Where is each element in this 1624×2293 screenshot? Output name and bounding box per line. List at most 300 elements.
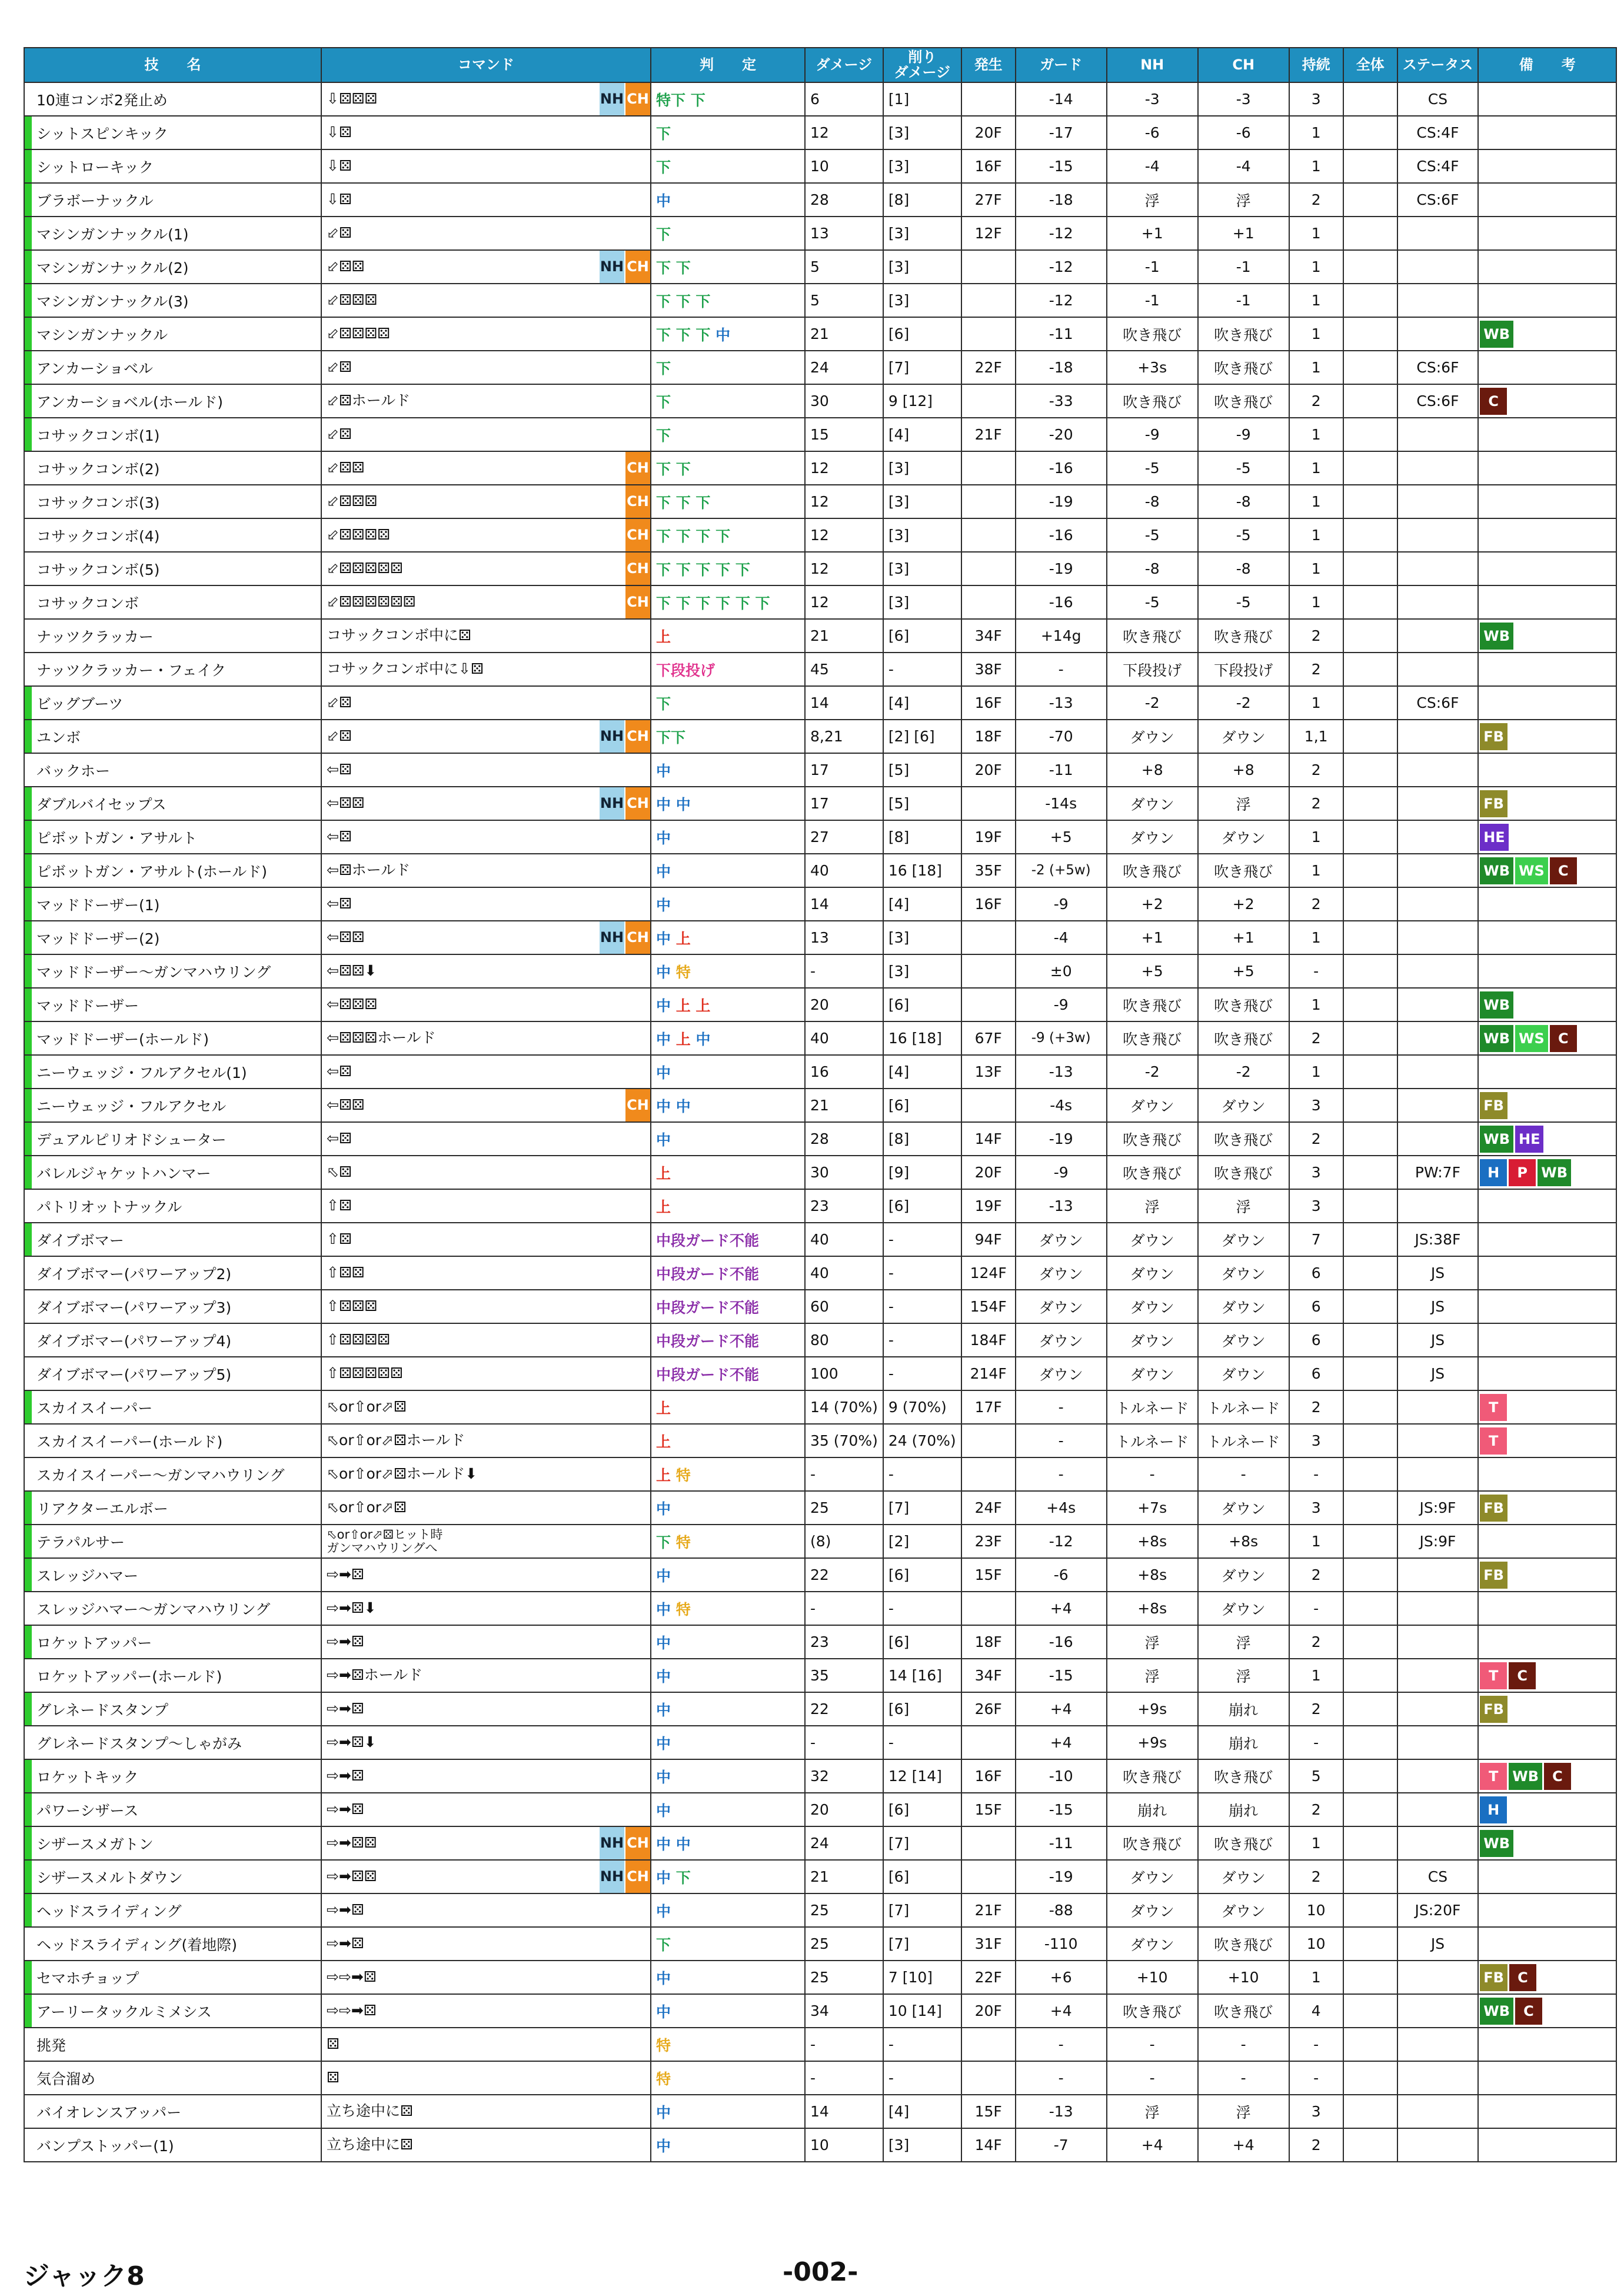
total-frames: [1343, 1625, 1397, 1659]
damage: 13: [805, 217, 883, 250]
active-frames: -: [1289, 2061, 1343, 2095]
startup-frames: 20F: [961, 753, 1016, 787]
normal-hit-advantage: ダウン: [1107, 820, 1198, 854]
move-name: ピボットガン・アサルト: [24, 820, 321, 854]
notes: [1478, 250, 1616, 284]
status: [1397, 1961, 1479, 1994]
move-name: マッドドーザー～ガンマハウリング: [24, 954, 321, 988]
command-text: ⇧⚄⚄: [327, 1265, 365, 1281]
chip-damage: -: [883, 653, 961, 686]
normal-hit-advantage: 吹き飛び: [1107, 619, 1198, 653]
command-text: ⬃⚄: [327, 728, 352, 744]
active-frames: 1: [1289, 317, 1343, 351]
total-frames: [1343, 1491, 1397, 1525]
normal-hit-advantage: -4: [1107, 149, 1198, 183]
notes: [1478, 284, 1616, 317]
total-frames: [1343, 552, 1397, 585]
header-startup: 発生: [961, 48, 1016, 82]
table-row: [24, 418, 1616, 451]
chip-damage: -: [883, 1726, 961, 1759]
move-name: ビッグブーツ: [24, 686, 321, 720]
badge-fb: FB: [1480, 1495, 1507, 1522]
counter-hit-advantage: -1: [1198, 250, 1289, 284]
normal-hit-advantage: 吹き飛び: [1107, 1759, 1198, 1793]
block-advantage: -19: [1016, 1122, 1107, 1156]
notes: [1478, 1826, 1616, 1860]
notes: [1478, 2128, 1616, 2162]
block-advantage: ダウン: [1016, 1256, 1107, 1290]
move-name: ロケットアッパー: [24, 1625, 321, 1659]
hit-level: [651, 585, 805, 619]
block-advantage: +4: [1016, 1726, 1107, 1759]
hit-level-unblock: 中段ガード不能: [656, 1299, 760, 1316]
counter-hit-advantage: -: [1198, 2028, 1289, 2061]
active-frames: 2: [1289, 1625, 1343, 1659]
hit-level-low: 下 下 下: [656, 292, 711, 310]
table-row: [24, 988, 1616, 1021]
move-name: ヘッドスライディング: [24, 1893, 321, 1927]
hit-level-mid: 中: [656, 1902, 671, 1920]
hit-level: [651, 1357, 805, 1390]
total-frames: [1343, 317, 1397, 351]
block-advantage: ダウン: [1016, 1223, 1107, 1256]
block-advantage: -33: [1016, 384, 1107, 418]
block-advantage: -9: [1016, 887, 1107, 921]
notes: [1478, 753, 1616, 787]
startup-frames: 34F: [961, 619, 1016, 653]
total-frames: [1343, 2028, 1397, 2061]
total-frames: [1343, 1893, 1397, 1927]
command-text: ⇧⚄⚄⚄: [327, 1299, 378, 1314]
move-name: ヘッドスライディング(着地際): [24, 1927, 321, 1961]
hit-level-high: 上 上: [675, 997, 711, 1014]
hit-level: [651, 1994, 805, 2028]
hit-level-high: 上: [656, 1198, 671, 1216]
damage: 25: [805, 1961, 883, 1994]
hit-level: [651, 1055, 805, 1089]
block-advantage: -12: [1016, 1525, 1107, 1558]
table-row: [24, 250, 1616, 284]
move-command: [321, 1525, 651, 1558]
active-frames: 3: [1289, 1089, 1343, 1122]
normal-hit-advantage: -: [1107, 2061, 1198, 2095]
hit-level: [651, 753, 805, 787]
status: [1397, 1122, 1479, 1156]
notes: [1478, 351, 1616, 384]
active-frames: 1: [1289, 686, 1343, 720]
table-row: [24, 552, 1616, 585]
move-name: ナッツクラッカー: [24, 619, 321, 653]
normal-hit-advantage: 浮: [1107, 1189, 1198, 1223]
chip-damage: [4]: [883, 887, 961, 921]
command-text: ⇦⚄⚄: [327, 796, 365, 811]
header-counter-hit: CH: [1198, 48, 1289, 82]
badge-t: T: [1480, 1427, 1507, 1455]
block-advantage: ダウン: [1016, 1357, 1107, 1390]
status: [1397, 1659, 1479, 1692]
block-advantage: -9 (+3w): [1016, 1021, 1107, 1055]
notes: [1478, 585, 1616, 619]
block-advantage: -17: [1016, 116, 1107, 149]
table-row: [24, 485, 1616, 518]
total-frames: [1343, 1961, 1397, 1994]
table-row: [24, 887, 1616, 921]
nh-tag: NH: [600, 787, 624, 820]
nh-tag: NH: [600, 251, 624, 283]
hit-level-low: 下 下 下 下 下: [656, 561, 750, 578]
active-frames: 3: [1289, 1424, 1343, 1457]
total-frames: [1343, 1089, 1397, 1122]
active-frames: 3: [1289, 2095, 1343, 2128]
normal-hit-advantage: ダウン: [1107, 1223, 1198, 1256]
move-name: 気合溜め: [24, 2061, 321, 2095]
hit-level: [651, 518, 805, 552]
status: [1397, 1189, 1479, 1223]
block-advantage: -: [1016, 2028, 1107, 2061]
notes: [1478, 1457, 1616, 1491]
damage: 13: [805, 921, 883, 954]
badge-wb: WB: [1480, 857, 1513, 884]
normal-hit-advantage: -2: [1107, 686, 1198, 720]
status: [1397, 1558, 1479, 1592]
block-advantage: -12: [1016, 250, 1107, 284]
notes: [1478, 1223, 1616, 1256]
block-advantage: -16: [1016, 451, 1107, 485]
notes: [1478, 1558, 1616, 1592]
normal-hit-advantage: 浮: [1107, 1659, 1198, 1692]
hit-level: [651, 1625, 805, 1659]
block-advantage: -12: [1016, 284, 1107, 317]
counter-hit-advantage: 吹き飛び: [1198, 384, 1289, 418]
notes: [1478, 787, 1616, 820]
notes: [1478, 451, 1616, 485]
notes: [1478, 1927, 1616, 1961]
move-name: ダブルバイセップス: [24, 787, 321, 820]
startup-frames: 20F: [961, 1994, 1016, 2028]
header-block: ガード: [1016, 48, 1107, 82]
chip-damage: [8]: [883, 820, 961, 854]
move-command: [321, 1893, 651, 1927]
notes: [1478, 384, 1616, 418]
notes: [1478, 485, 1616, 518]
status: [1397, 653, 1479, 686]
status: [1397, 820, 1479, 854]
move-name: スカイスイーパー: [24, 1390, 321, 1424]
move-name: マシンガンナックル(2): [24, 250, 321, 284]
startup-frames: 124F: [961, 1256, 1016, 1290]
move-command: [321, 1223, 651, 1256]
table-row: [24, 1323, 1616, 1357]
move-command: [321, 1357, 651, 1390]
chip-damage: [3]: [883, 921, 961, 954]
normal-hit-advantage: 吹き飛び: [1107, 854, 1198, 887]
hit-level-low: 下: [656, 393, 671, 411]
move-command: [321, 250, 651, 284]
move-command: [321, 1860, 651, 1893]
chip-damage: [3]: [883, 2128, 961, 2162]
damage: 35: [805, 1659, 883, 1692]
status: [1397, 317, 1479, 351]
command-text: ⇦⚄⚄⚄: [327, 997, 378, 1013]
counter-hit-advantage: 吹き飛び: [1198, 1759, 1289, 1793]
counter-hit-advantage: トルネード: [1198, 1424, 1289, 1457]
hit-level-mid: 中 中: [656, 1097, 691, 1115]
hit-level-high: 上: [656, 1399, 671, 1417]
command-text: ⬃⚄⚄: [327, 259, 365, 275]
counter-hit-advantage: 吹き飛び: [1198, 988, 1289, 1021]
table-row: [24, 787, 1616, 820]
hit-level-high: 上: [675, 930, 691, 947]
damage: 15: [805, 418, 883, 451]
move-name: パトリオットナックル: [24, 1189, 321, 1223]
hit-level-low: 下 下: [656, 460, 691, 478]
hit-level-special: 特: [656, 2070, 671, 2088]
move-name: コサックコンボ(1): [24, 418, 321, 451]
badge-wb: WB: [1480, 1830, 1513, 1857]
hit-level-low: 下: [656, 1533, 676, 1551]
move-name: シザースメガトン: [24, 1826, 321, 1860]
normal-hit-advantage: -8: [1107, 485, 1198, 518]
move-command: [321, 619, 651, 653]
total-frames: [1343, 1558, 1397, 1592]
status: PW:7F: [1397, 1156, 1479, 1189]
hit-level-mid: 中: [656, 1567, 671, 1585]
damage: 27: [805, 820, 883, 854]
startup-frames: 16F: [961, 686, 1016, 720]
counter-hit-advantage: 浮: [1198, 2095, 1289, 2128]
header-command: コマンド: [321, 48, 651, 82]
move-name: マシンガンナックル: [24, 317, 321, 351]
block-advantage: -110: [1016, 1927, 1107, 1961]
chip-damage: [7]: [883, 1491, 961, 1525]
normal-hit-advantage: -8: [1107, 552, 1198, 585]
damage: 14: [805, 686, 883, 720]
table-row: [24, 1759, 1616, 1793]
command-text: ⇦⚄: [327, 896, 352, 912]
total-frames: [1343, 1256, 1397, 1290]
table-row: [24, 1558, 1616, 1592]
hit-level: [651, 1860, 805, 1893]
header-active: 持続: [1289, 48, 1343, 82]
notes: [1478, 1961, 1616, 1994]
normal-hit-advantage: 吹き飛び: [1107, 988, 1198, 1021]
status: [1397, 2128, 1479, 2162]
notes: [1478, 820, 1616, 854]
status: [1397, 1055, 1479, 1089]
move-name: ロケットキック: [24, 1759, 321, 1793]
move-command: [321, 1759, 651, 1793]
status: [1397, 1089, 1479, 1122]
hit-level: [651, 1457, 805, 1491]
move-name: アンカーショベル: [24, 351, 321, 384]
normal-hit-advantage: 吹き飛び: [1107, 1021, 1198, 1055]
startup-frames: [961, 518, 1016, 552]
damage: 25: [805, 1927, 883, 1961]
counter-hit-advantage: -1: [1198, 284, 1289, 317]
status: [1397, 451, 1479, 485]
hit-level-high: 上: [656, 628, 671, 645]
total-frames: [1343, 82, 1397, 116]
character-name: ジャック8: [24, 2261, 145, 2291]
status: CS: [1397, 82, 1479, 116]
counter-hit-advantage: 崩れ: [1198, 1692, 1289, 1726]
startup-frames: 35F: [961, 854, 1016, 887]
damage: 21: [805, 317, 883, 351]
badge-fb: FB: [1480, 1696, 1507, 1723]
header-hit-level: 判 定: [651, 48, 805, 82]
active-frames: -: [1289, 1592, 1343, 1625]
move-command: [321, 1156, 651, 1189]
notes: [1478, 854, 1616, 887]
hit-level: [651, 2128, 805, 2162]
total-frames: [1343, 1290, 1397, 1323]
move-command: [321, 854, 651, 887]
command-text: ⬃⚄⚄⚄⚄: [327, 527, 390, 543]
move-command: [321, 1826, 651, 1860]
table-row: [24, 1424, 1616, 1457]
status: [1397, 552, 1479, 585]
startup-frames: 22F: [961, 1961, 1016, 1994]
status: [1397, 485, 1479, 518]
counter-hit-advantage: -5: [1198, 585, 1289, 619]
active-frames: 2: [1289, 787, 1343, 820]
hit-level-mid: 中: [656, 930, 676, 947]
move-command: [321, 552, 651, 585]
chip-damage: -: [883, 1457, 961, 1491]
notes: [1478, 1625, 1616, 1659]
hit-level-high: 上: [675, 1030, 696, 1048]
hit-level: [651, 418, 805, 451]
counter-hit-advantage: -2: [1198, 1055, 1289, 1089]
total-frames: [1343, 1323, 1397, 1357]
command-text: ⇨⇨➡⚄: [327, 2003, 377, 2019]
command-text: ⇩⚄: [327, 192, 352, 208]
counter-hit-advantage: -2: [1198, 686, 1289, 720]
startup-frames: [961, 988, 1016, 1021]
chip-damage: [5]: [883, 787, 961, 820]
counter-hit-advantage: ダウン: [1198, 1893, 1289, 1927]
hit-level: [651, 1759, 805, 1793]
hit-level-low: 下下: [656, 728, 686, 746]
table-row: [24, 1156, 1616, 1189]
hit-level-mid: 中: [656, 1030, 676, 1048]
counter-hit-advantage: 吹き飛び: [1198, 317, 1289, 351]
move-name: マッドドーザー(2): [24, 921, 321, 954]
block-advantage: -16: [1016, 1625, 1107, 1659]
command-text: ⇧⚄⚄⚄⚄⚄: [327, 1366, 403, 1382]
block-advantage: -19: [1016, 1860, 1107, 1893]
total-frames: [1343, 2095, 1397, 2128]
badge-t: T: [1480, 1394, 1507, 1421]
active-frames: 1: [1289, 149, 1343, 183]
active-frames: 2: [1289, 1558, 1343, 1592]
damage: -: [805, 1457, 883, 1491]
status: [1397, 284, 1479, 317]
header-total: 全体: [1343, 48, 1397, 82]
total-frames: [1343, 753, 1397, 787]
ch-tag: CH: [625, 720, 650, 753]
hit-level-mid: 中 中: [656, 1835, 691, 1853]
status: CS:4F: [1397, 149, 1479, 183]
hit-level: [651, 1424, 805, 1457]
move-command: [321, 317, 651, 351]
total-frames: [1343, 1457, 1397, 1491]
notes: [1478, 1491, 1616, 1525]
total-frames: [1343, 451, 1397, 485]
notes: [1478, 2095, 1616, 2128]
move-command: [321, 653, 651, 686]
notes: [1478, 1256, 1616, 1290]
hit-level-mid: 中: [695, 1030, 711, 1048]
move-command: [321, 1189, 651, 1223]
hit-level: [651, 1089, 805, 1122]
damage: 12: [805, 451, 883, 485]
hit-level-special: 特: [675, 1533, 691, 1551]
active-frames: 2: [1289, 183, 1343, 217]
header-damage: ダメージ: [805, 48, 883, 82]
total-frames: [1343, 217, 1397, 250]
active-frames: -: [1289, 1457, 1343, 1491]
normal-hit-advantage: +8s: [1107, 1592, 1198, 1625]
block-advantage: -4s: [1016, 1089, 1107, 1122]
move-name: バンプストッパー(1): [24, 2128, 321, 2162]
move-command: [321, 1558, 651, 1592]
badge-fb: FB: [1480, 1562, 1507, 1589]
move-command: [321, 1089, 651, 1122]
total-frames: [1343, 787, 1397, 820]
notes: [1478, 1156, 1616, 1189]
hit-level: [651, 116, 805, 149]
active-frames: 3: [1289, 1491, 1343, 1525]
normal-hit-advantage: +10: [1107, 1961, 1198, 1994]
normal-hit-advantage: +2: [1107, 887, 1198, 921]
total-frames: [1343, 1726, 1397, 1759]
table-row: [24, 1491, 1616, 1525]
normal-hit-advantage: +8: [1107, 753, 1198, 787]
normal-hit-advantage: ダウン: [1107, 1893, 1198, 1927]
normal-hit-advantage: -: [1107, 2028, 1198, 2061]
normal-hit-advantage: 崩れ: [1107, 1793, 1198, 1826]
normal-hit-advantage: -9: [1107, 418, 1198, 451]
total-frames: [1343, 1122, 1397, 1156]
ch-tag: CH: [625, 251, 650, 283]
move-command: [321, 384, 651, 418]
badge-wb: WB: [1480, 623, 1513, 650]
active-frames: 6: [1289, 1256, 1343, 1290]
ch-tag: CH: [625, 553, 650, 585]
notes: [1478, 82, 1616, 116]
active-frames: 5: [1289, 1759, 1343, 1793]
move-command: [321, 351, 651, 384]
normal-hit-advantage: +1: [1107, 921, 1198, 954]
block-advantage: -4: [1016, 921, 1107, 954]
command-text: ⇨➡⚄: [327, 1936, 364, 1952]
header-row: [24, 48, 1616, 82]
block-advantage: -12: [1016, 217, 1107, 250]
normal-hit-advantage: +3s: [1107, 351, 1198, 384]
hit-level-mid: 中: [656, 896, 671, 914]
move-name: ダイブボマー: [24, 1223, 321, 1256]
startup-frames: [961, 585, 1016, 619]
active-frames: 1,1: [1289, 720, 1343, 753]
normal-hit-advantage: +1: [1107, 217, 1198, 250]
hit-level-mid: 中: [656, 1768, 671, 1786]
chip-damage: [2] [6]: [883, 720, 961, 753]
chip-damage: [3]: [883, 518, 961, 552]
counter-hit-advantage: -4: [1198, 149, 1289, 183]
damage: 30: [805, 384, 883, 418]
active-frames: 2: [1289, 753, 1343, 787]
